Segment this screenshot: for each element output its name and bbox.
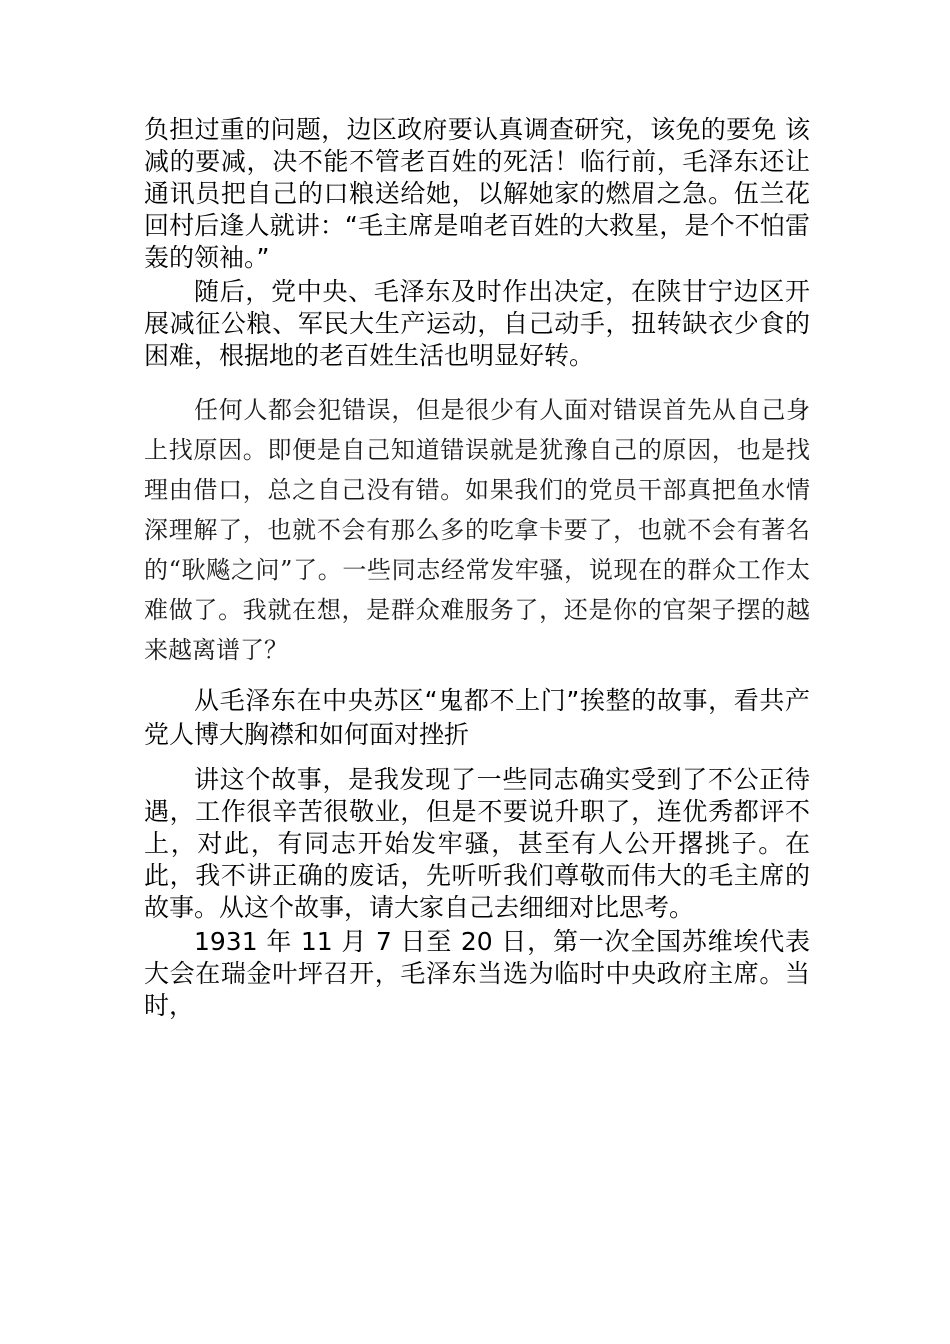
paragraph-2: 随后，党中央、毛泽东及时作出决定，在陕甘宁边区开展减征公粮、军民大生产运动，自己动手，扭转缺衣少食的困难，根据地的老百姓生活也明显好转。 [144, 277, 810, 370]
paragraph-1: 负担过重的问题，边区政府要认真调查研究，该免的要免 该减的要减，决不能不管老百姓的死活！临行前，毛泽东还让通讯员把自己的口粮送给她，以解她家的燃眉之急。伍兰花回村后逢人就讲：“毛主席是咱老百姓的大救星，是个不怕雷轰的领袖。” [144, 115, 810, 272]
document-body [144, 114, 810, 1022]
paragraph-4: 讲这个故事，是我发现了一些同志确实受到了不公正待遇，工作很辛苦很敬业，但是不要说升职了，连优秀都评不上，对此，有同志开始发牢骚，甚至有人公开撂挑子。在此，我不讲正确的废话，先听听我们尊敬而伟大的毛主席的故事。从这个故事，请大家自己去细细对比思考。 [144, 765, 810, 922]
paragraph-5: 1931 年 11 月 7 日至 20 日，第一次全国苏维埃代表大会在瑞金叶坪召开，毛泽东当选为临时中央政府主席。当时， [144, 927, 810, 1020]
section-heading: 从毛泽东在中央苏区“鬼都不上门”挨整的故事，看共产党人博大胸襟和如何面对挫折 [144, 686, 810, 749]
paragraph-3: 任何人都会犯错误，但是很少有人面对错误首先从自己身上找原因。即便是自己知道错误就是犹豫自己的原因，也是找理由借口，总之自己没有错。如果我们的党员干部真把鱼水情深理解了，也就不会有那么多的吃拿卡要了，也就不会有著名的“耿飚之问”了。一些同志经常发牢骚，说现在的群众工作太难做了。我就在想，是群众难服务了，还是你的官架子摆的越来越离谱了？ [144, 396, 810, 664]
